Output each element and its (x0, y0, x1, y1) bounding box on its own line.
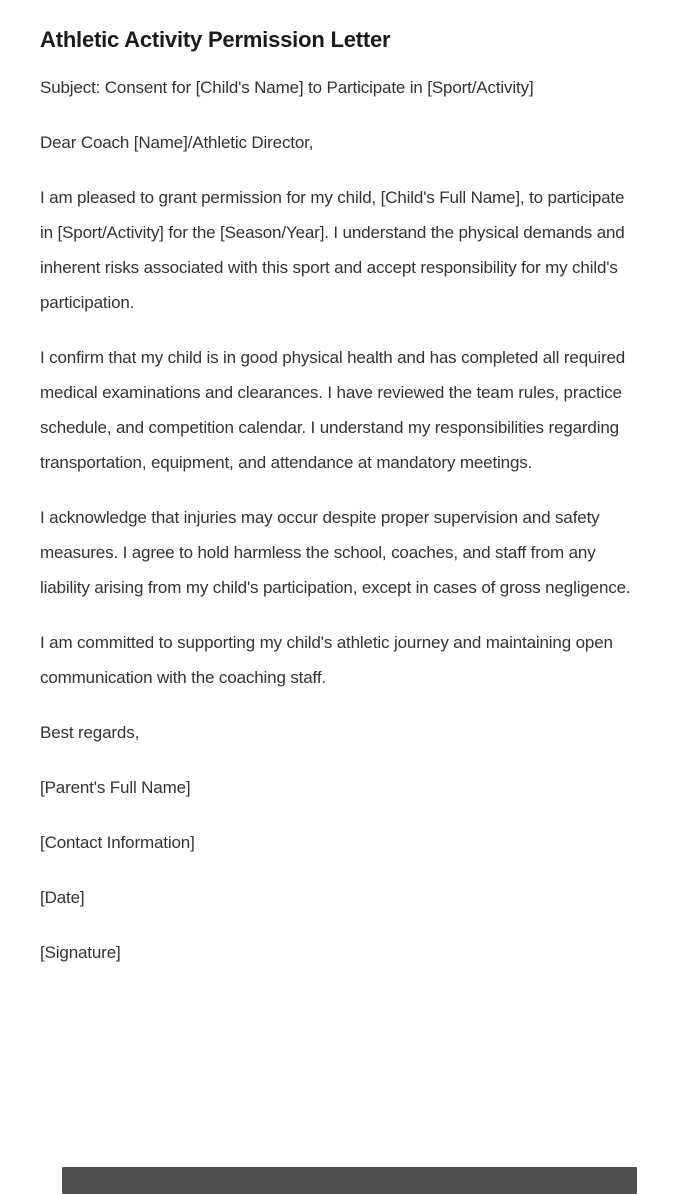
body-paragraph-health: I confirm that my child is in good physical health and has completed all required medical examinations and clearances. I have reviewed the team rules, practice schedule, and competition calendar. I understand my responsibilities regarding transportation, equipment, and attendance at mandatory meetings. (40, 348, 626, 472)
body-paragraph-commitment: I am committed to supporting my child's athletic journey and maintaining open communication with the coaching staff. (40, 633, 613, 687)
body-paragraph-liability: I acknowledge that injuries may occur despite proper supervision and safety measures. I agree to hold harmless the school, coaches, and staff from any liability arising from my child's participation, except in cases of gross negligence. (40, 508, 631, 597)
signature-line-date: [Date] (40, 888, 85, 907)
signature-line-contact-info: [Contact Information] (40, 833, 195, 852)
body-paragraph-permission: I am pleased to grant permission for my child, [Child's Full Name], to participate in [Sport/Activity] for the [Season/Year]. I understand the physical demands and inherent risks associated with this sport and accept responsibility for my child's participation. (40, 188, 625, 312)
page-title: Athletic Activity Permission Letter (40, 27, 391, 52)
signature-line-signature: [Signature] (40, 943, 121, 962)
salutation: Dear Coach [Name]/Athletic Director, (40, 133, 314, 152)
horizontal-scrollbar-thumb[interactable] (62, 1167, 637, 1194)
signature-line-parent-name: [Parent's Full Name] (40, 778, 191, 797)
closing: Best regards, (40, 723, 140, 742)
subject-line: Subject: Consent for [Child's Name] to Participate in [Sport/Activity] (40, 78, 534, 97)
